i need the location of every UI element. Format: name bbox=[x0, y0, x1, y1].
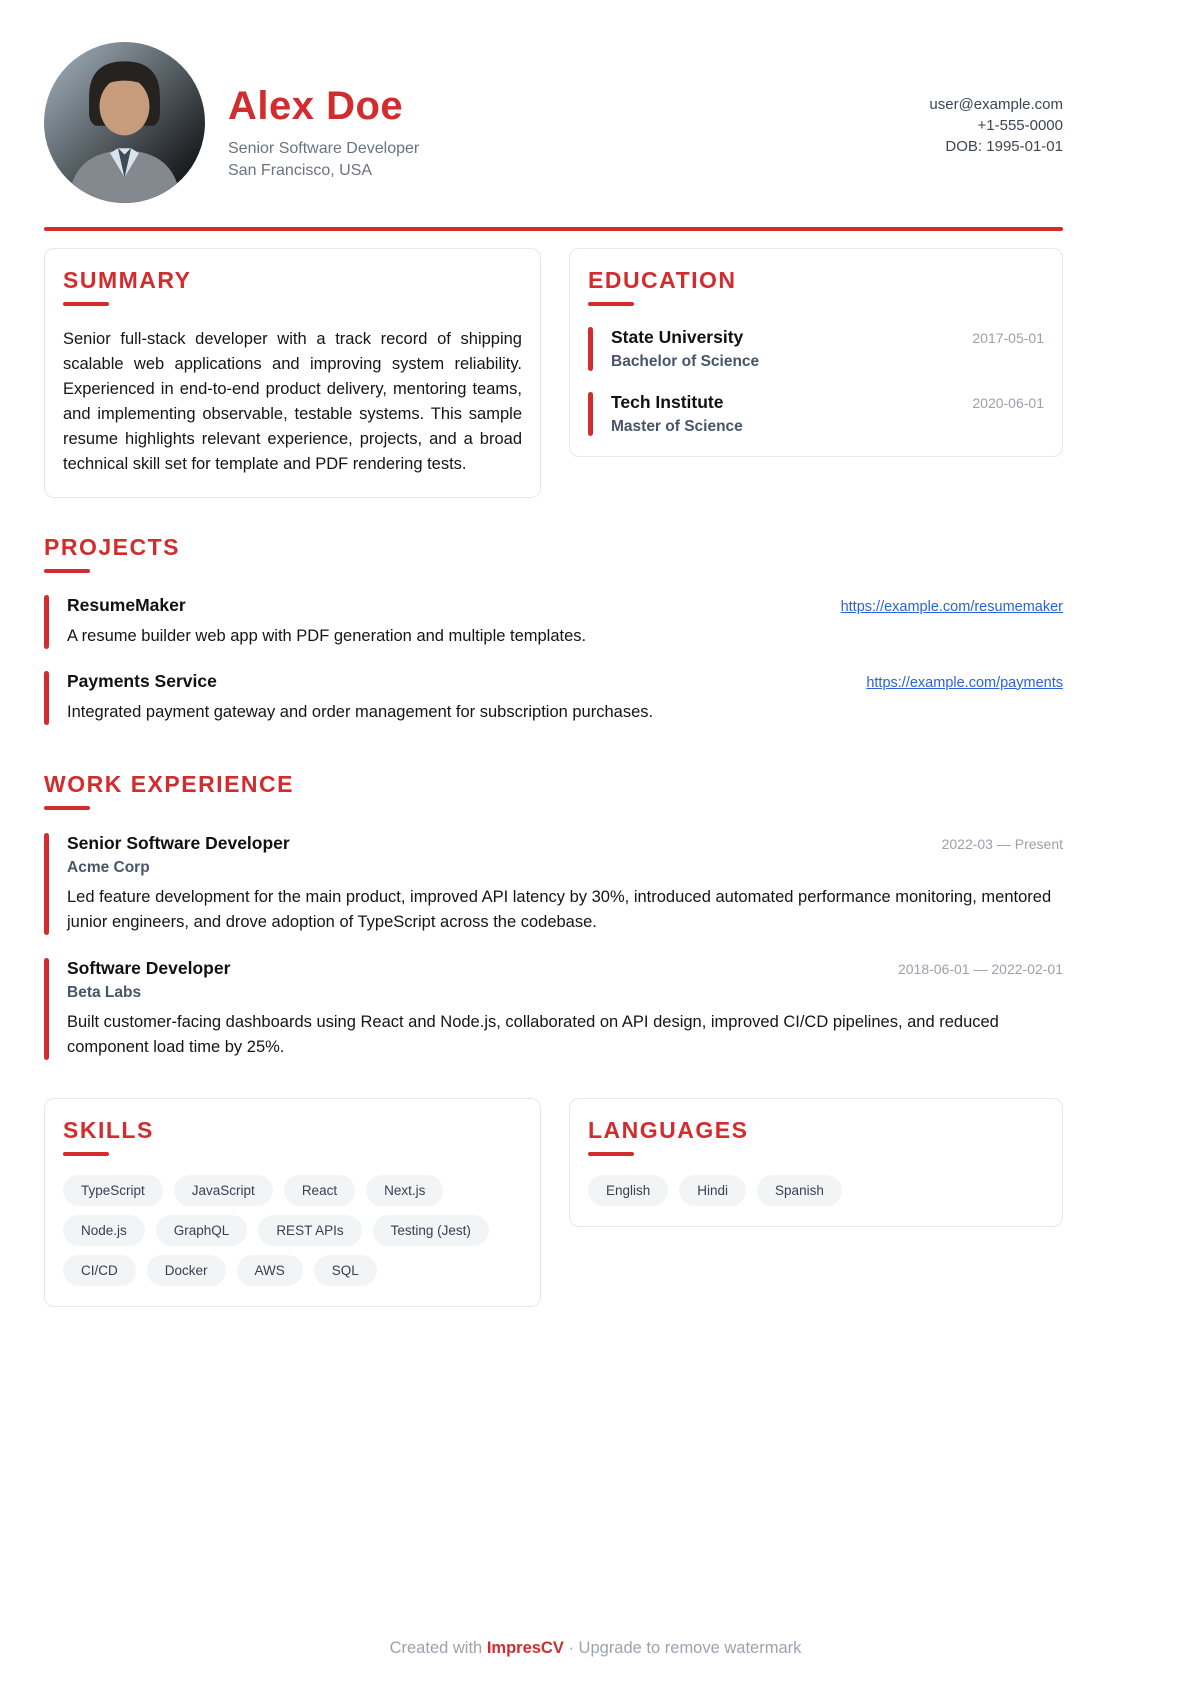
projects-heading: PROJECTS bbox=[44, 533, 180, 560]
skill-chip: REST APIs bbox=[258, 1215, 361, 1246]
job-dates: 2018-06-01 — 2022-02-01 bbox=[897, 960, 1063, 977]
accent-bar bbox=[44, 833, 49, 935]
skill-chip: Node.js bbox=[63, 1215, 145, 1246]
work-heading: WORK EXPERIENCE bbox=[44, 770, 294, 797]
summary-heading-rule bbox=[63, 302, 109, 306]
skill-chip: Next.js bbox=[366, 1175, 443, 1206]
header bbox=[44, 42, 1063, 203]
summary-section bbox=[44, 248, 541, 498]
project-description: Integrated payment gateway and order management for subscription purchases. bbox=[67, 702, 654, 721]
contact-dob: DOB: 1995-01-01 bbox=[945, 138, 1063, 155]
portrait-illustration bbox=[44, 42, 205, 203]
education-section bbox=[569, 248, 1063, 457]
accent-bar bbox=[588, 327, 593, 371]
accent-bar bbox=[588, 392, 593, 436]
skill-chip: TypeScript bbox=[63, 1175, 163, 1206]
job-role: Senior Software Developer bbox=[67, 832, 290, 853]
skill-chip: Docker bbox=[147, 1255, 226, 1286]
identity-block bbox=[228, 42, 419, 180]
header-divider bbox=[44, 227, 1063, 231]
watermark-separator: · bbox=[568, 1639, 574, 1657]
languages-heading-rule bbox=[588, 1152, 634, 1156]
school-name: State University bbox=[611, 326, 744, 347]
accent-bar bbox=[44, 595, 49, 649]
project-name: Payments Service bbox=[67, 670, 217, 691]
accent-bar bbox=[44, 958, 49, 1060]
skill-chip: SQL bbox=[314, 1255, 377, 1286]
watermark-upgrade-text: Upgrade to remove watermark bbox=[578, 1639, 802, 1657]
candidate-title: Senior Software Developer bbox=[228, 140, 420, 157]
work-entry bbox=[44, 958, 1063, 1060]
language-chip: English bbox=[588, 1175, 668, 1206]
job-role: Software Developer bbox=[67, 957, 231, 978]
watermark-brand: ImpresCV bbox=[486, 1639, 564, 1657]
language-chip: Spanish bbox=[757, 1175, 842, 1206]
skill-chip: React bbox=[284, 1175, 355, 1206]
languages-chip-list bbox=[588, 1175, 1044, 1206]
skill-chip: GraphQL bbox=[156, 1215, 248, 1246]
education-heading: EDUCATION bbox=[588, 266, 737, 293]
company-name: Beta Labs bbox=[67, 983, 142, 1001]
work-entry bbox=[44, 833, 1063, 935]
project-entry bbox=[44, 671, 1063, 725]
skill-chip: Testing (Jest) bbox=[373, 1215, 489, 1246]
skills-section bbox=[44, 1098, 541, 1307]
school-name: Tech Institute bbox=[611, 391, 724, 412]
degree-name: Master of Science bbox=[611, 417, 743, 435]
education-heading-rule bbox=[588, 302, 634, 306]
skill-chip: CI/CD bbox=[63, 1255, 136, 1286]
skill-chip: AWS bbox=[237, 1255, 303, 1286]
watermark-created-with: Created with bbox=[389, 1639, 483, 1657]
skill-chip: JavaScript bbox=[174, 1175, 273, 1206]
education-entry bbox=[588, 392, 1044, 436]
accent-bar bbox=[44, 671, 49, 725]
job-dates: 2022-03 — Present bbox=[941, 835, 1063, 852]
summary-heading: SUMMARY bbox=[63, 266, 192, 293]
language-chip: Hindi bbox=[679, 1175, 746, 1206]
languages-heading: LANGUAGES bbox=[588, 1116, 749, 1143]
project-link[interactable]: https://example.com/payments bbox=[866, 674, 1063, 691]
job-description: Led feature development for the main product, improved API latency by 30%, introduced automated performance monitoring, mentored junior engineers, and drove adoption of TypeScript across the codebase. bbox=[67, 887, 1052, 931]
projects-section bbox=[44, 534, 1063, 725]
profile-photo bbox=[44, 42, 205, 203]
work-heading-rule bbox=[44, 806, 90, 810]
project-link[interactable]: https://example.com/resumemaker bbox=[840, 598, 1063, 615]
skills-heading-rule bbox=[63, 1152, 109, 1156]
project-description: A resume builder web app with PDF generation and multiple templates. bbox=[67, 626, 587, 645]
contact-email: user@example.com bbox=[929, 96, 1063, 113]
skills-heading: SKILLS bbox=[63, 1116, 154, 1143]
skills-chip-list bbox=[63, 1175, 522, 1286]
company-name: Acme Corp bbox=[67, 858, 150, 876]
languages-section bbox=[569, 1098, 1063, 1227]
projects-heading-rule bbox=[44, 569, 90, 573]
education-date: 2020-06-01 bbox=[972, 394, 1044, 411]
project-name: ResumeMaker bbox=[67, 594, 186, 615]
work-experience-section bbox=[44, 771, 1063, 1060]
contact-block bbox=[929, 42, 1063, 157]
education-date: 2017-05-01 bbox=[972, 329, 1044, 346]
candidate-name: Alex Doe bbox=[228, 84, 404, 128]
candidate-location: San Francisco, USA bbox=[228, 162, 373, 179]
watermark-footer bbox=[0, 1639, 1191, 1658]
project-entry bbox=[44, 595, 1063, 649]
summary-text: Senior full-stack developer with a track record of shipping scalable web applications and improving system reliability. Experienced in end-to-end product delivery, mentoring teams, and implementing observable, testable systems. This sample resume highlights relevant experience, projects, and a broad technical skill set for template and PDF rendering tests. bbox=[63, 329, 522, 473]
job-description: Built customer-facing dashboards using React and Node.js, collaborated on API design, improved CI/CD pipelines, and reduced component load time by 25%. bbox=[67, 1012, 999, 1056]
education-entry bbox=[588, 327, 1044, 371]
degree-name: Bachelor of Science bbox=[611, 352, 760, 370]
contact-phone: +1-555-0000 bbox=[977, 117, 1063, 134]
